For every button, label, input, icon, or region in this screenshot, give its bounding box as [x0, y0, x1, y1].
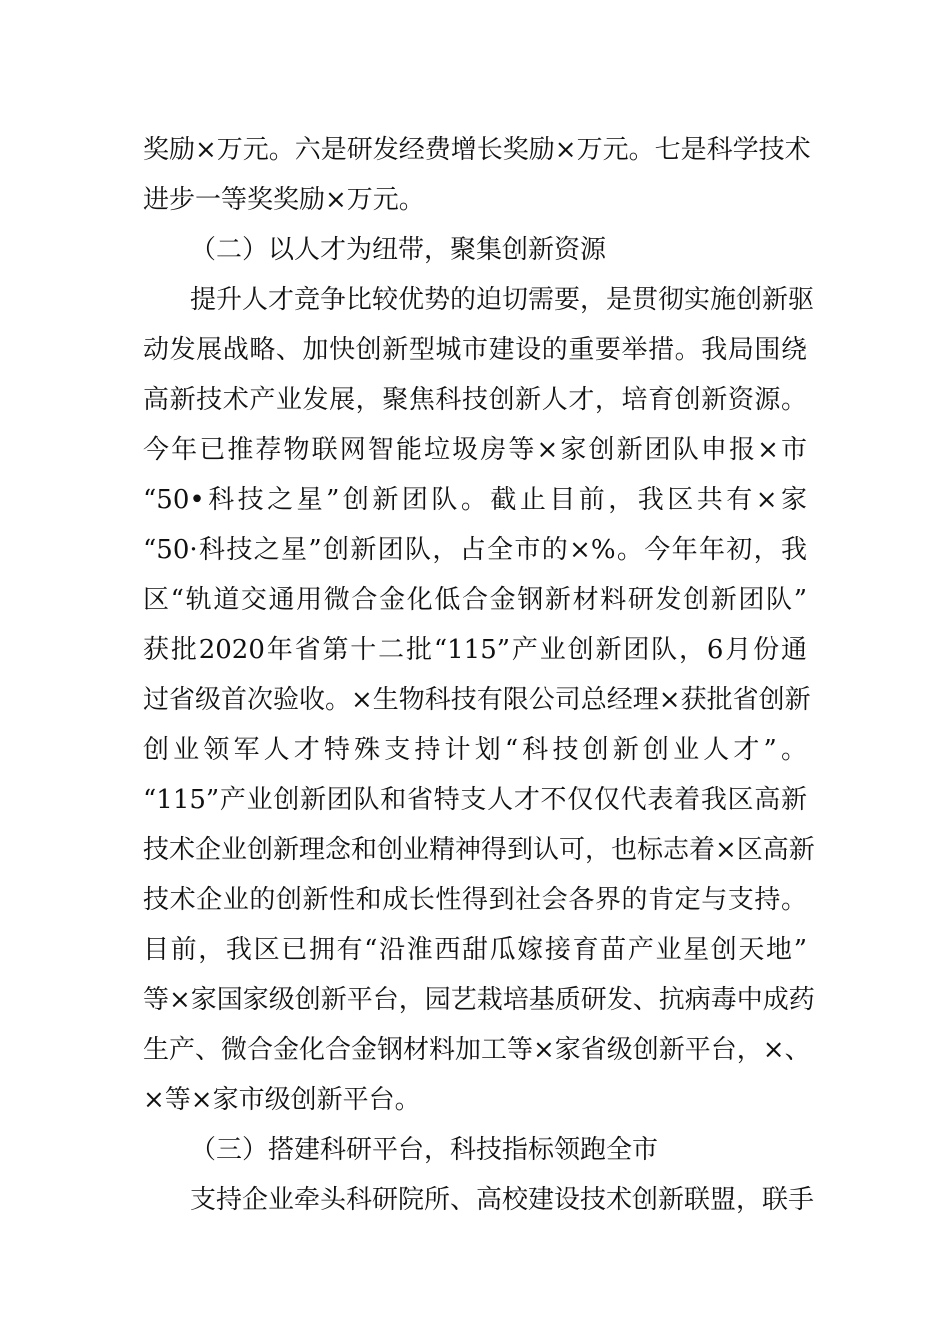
body-text-line: “115”产业创新团队和省特支人才不仅仅代表着我区高新: [143, 785, 807, 815]
body-text-line: 技术企业的创新性和成长性得到社会各界的肯定与支持。: [143, 885, 807, 915]
body-text-line: 生产、微合金化合金钢材料加工等×家省级创新平台，×、: [143, 1035, 811, 1065]
body-text-line: ×等×家市级创新平台。: [143, 1085, 421, 1115]
body-text-line: 创业领军人才特殊支持计划“科技创新创业人才”。: [143, 735, 807, 765]
body-text-line: “50•科技之星”创新团队。截止目前，我区共有×家: [143, 485, 807, 515]
body-text-line: 技术企业创新理念和创业精神得到认可，也标志着×区高新: [143, 835, 815, 865]
body-text-line: 目前，我区已拥有“沿淮西甜瓜嫁接育苗产业星创天地”: [143, 935, 807, 965]
body-text-line: 提升人才竞争比较优势的迫切需要，是贯彻实施创新驱: [190, 285, 815, 315]
body-text-line: 今年已推荐物联网智能垃圾房等×家创新团队申报×市: [143, 435, 807, 465]
body-text-line: 奖励×万元。六是研发经费增长奖励×万元。七是科学技术: [143, 135, 811, 165]
body-text-line: “50·科技之星”创新团队，占全市的×%。今年年初，我: [143, 535, 807, 565]
body-text-line: 区“轨道交通用微合金化低合金钢新材料研发创新团队”: [143, 585, 807, 615]
body-text-line: 高新技术产业发展，聚焦科技创新人才，培育创新资源。: [143, 385, 807, 415]
section-heading: （三）搭建科研平台，科技指标领跑全市: [190, 1135, 659, 1165]
body-text-line: 获批2020年省第十二批“115”产业创新团队，6月份通: [143, 635, 807, 665]
body-text-line: 等×家国家级创新平台，园艺栽培基质研发、抗病毒中成药: [143, 985, 815, 1015]
body-text-line: 动发展战略、加快创新型城市建设的重要举措。我局围绕: [143, 335, 807, 365]
section-heading: （二）以人才为纽带，聚集创新资源: [190, 235, 607, 265]
body-text-line: 支持企业牵头科研院所、高校建设技术创新联盟，联手: [190, 1185, 815, 1215]
body-text-line: 进步一等奖奖励×万元。: [143, 185, 425, 215]
body-text-line: 过省级首次验收。×生物科技有限公司总经理×获批省创新: [143, 685, 811, 715]
